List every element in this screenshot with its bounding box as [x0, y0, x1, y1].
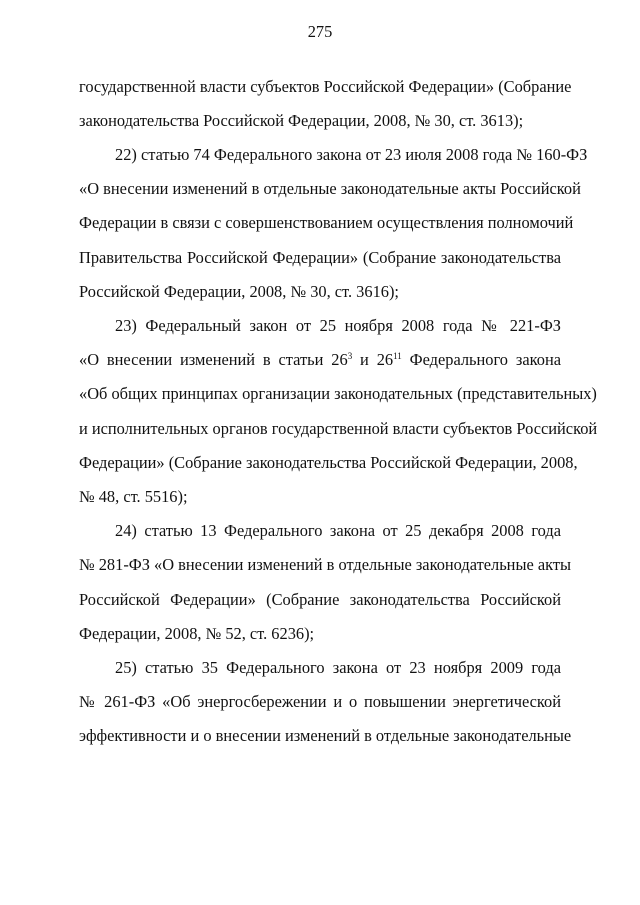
text-segment: и 26 [352, 350, 394, 369]
text-line: законодательства Российской Федерации, 2008, № 30, ст. 3613); [79, 111, 524, 130]
text-line: № 261-ФЗ «Об энергосбережении и о повышении энергетической [79, 692, 561, 711]
list-item-22-line: 22) статью 74 Федерального закона от 23 июля 2008 года № 160-ФЗ [115, 145, 588, 164]
list-item-23-line: 23) Федеральный закон от 25 ноября 2008 года № 221-ФЗ [115, 316, 561, 335]
text-segment: «О внесении изменений в статьи 26 [79, 350, 348, 369]
text-line: № 48, ст. 5516); [79, 487, 188, 506]
superscript: 3 [347, 351, 353, 361]
text-line: и исполнительных органов государственной власти субъектов Российской [79, 419, 598, 438]
text-line: № 281-ФЗ «О внесении изменений в отдельные законодательные акты [79, 555, 572, 574]
text-line: Федерации» (Собрание законодательства Российской Федерации, 2008, [79, 453, 578, 472]
text-line: государственной власти субъектов Российской Федерации» (Собрание [79, 77, 572, 96]
page-number: 275 [307, 22, 333, 41]
superscript: 11 [393, 351, 402, 361]
text-line: Российской Федерации» (Собрание законодательства Российской [79, 590, 561, 609]
text-line: эффективности и о внесении изменений в отдельные законодательные [79, 726, 572, 745]
text-line: Российской Федерации, 2008, № 30, ст. 3616); [79, 282, 399, 301]
text-line: «Об общих принципах организации законодательных (представительных) [79, 384, 597, 403]
list-item-24-line: 24) статью 13 Федерального закона от 25 декабря 2008 года [115, 521, 561, 540]
list-item-25-line: 25) статью 35 Федерального закона от 23 ноября 2009 года [115, 658, 561, 677]
text-line: «О внесении изменений в отдельные законодательные акты Российской [79, 179, 581, 198]
text-line-with-superscripts [79, 350, 561, 370]
text-segment: Федерального закона [401, 350, 561, 369]
text-line: Федерации, 2008, № 52, ст. 6236); [79, 624, 315, 643]
text-line: Федерации в связи с совершенствованием осуществления полномочий [79, 213, 574, 232]
text-line: Правительства Российской Федерации» (Собрание законодательства [79, 248, 561, 267]
